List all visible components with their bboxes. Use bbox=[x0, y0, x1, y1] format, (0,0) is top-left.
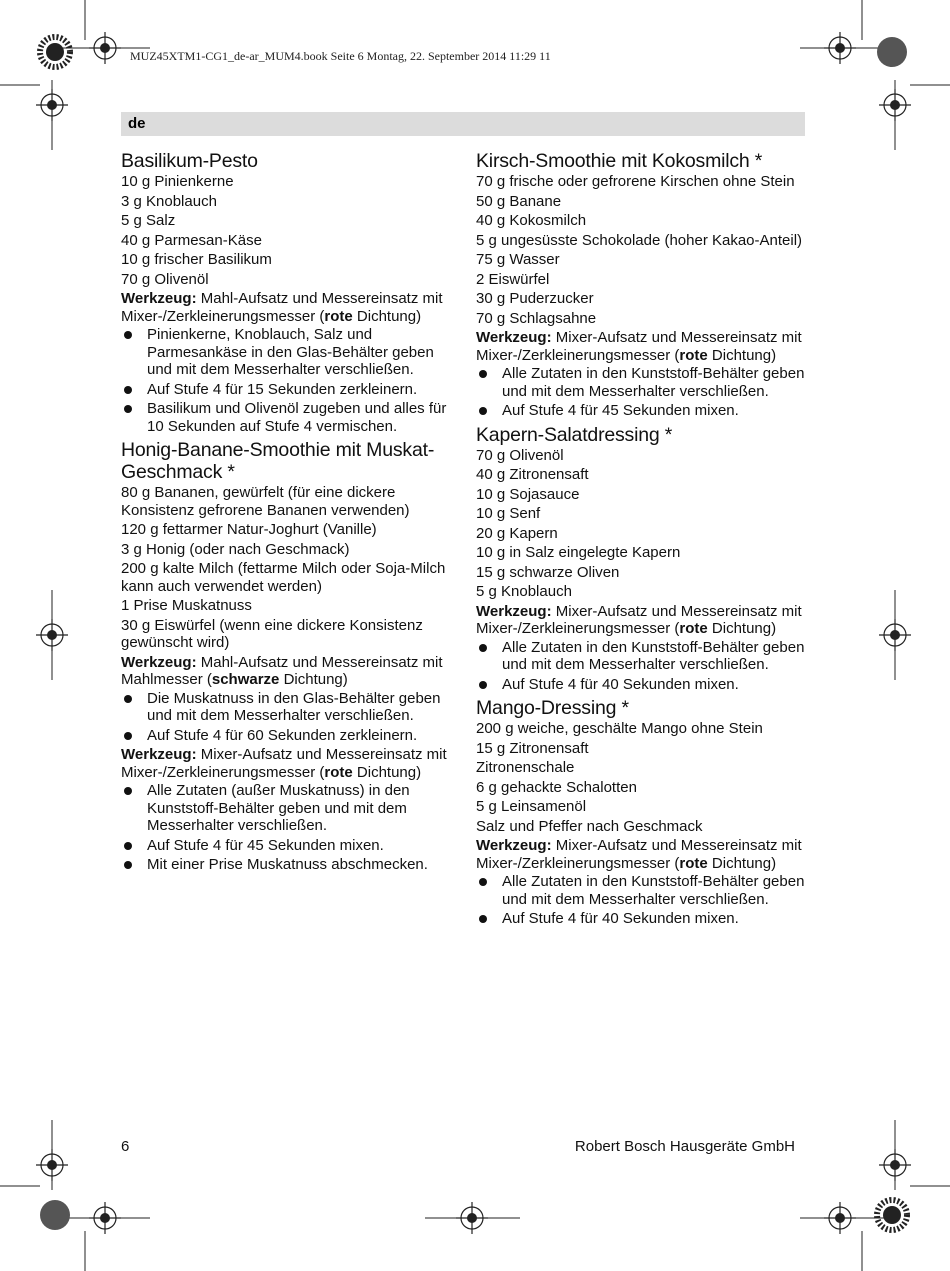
ingredient-item: 40 g Kokosmilch bbox=[476, 212, 587, 229]
print-info-line: MUZ45XTM1-CG1_de-ar_MUM4.book Seite 6 Montag, 22. September 2014 11:29 11 bbox=[130, 49, 551, 63]
seal-color: rote bbox=[324, 763, 353, 781]
ingredient-item: 5 g Salz bbox=[121, 212, 176, 229]
ingredient-item: 30 g Puderzucker bbox=[476, 290, 594, 307]
seal-color: rote bbox=[679, 620, 708, 637]
recipe-section bbox=[476, 150, 808, 420]
tool-text: Mixer-Aufsatz und Messereinsatz mit Mixer-/Zerkleinerungsmesser ( bbox=[476, 602, 802, 637]
tool-label: Werkzeug: bbox=[121, 746, 197, 763]
step-list bbox=[476, 639, 808, 694]
recipe-title: Basilikum-Pesto bbox=[121, 150, 258, 172]
step-item: Auf Stufe 4 für 45 Sekunden mixen. bbox=[476, 402, 808, 420]
recipe-section bbox=[121, 150, 453, 435]
seal-color: schwarze bbox=[211, 671, 280, 688]
tool-text-end: Dichtung) bbox=[352, 307, 422, 325]
ingredient-item: 2 Eiswürfel bbox=[476, 270, 550, 288]
ingredient-item: 70 g Olivenöl bbox=[476, 446, 564, 464]
ingredient-item: 40 g Parmesan-Käse bbox=[121, 231, 262, 249]
ingredient-item: 10 g frischer Basilikum bbox=[121, 251, 272, 268]
tool-label: Werkzeug: bbox=[121, 653, 197, 671]
tool-note bbox=[476, 329, 808, 364]
ingredient-item: 20 g Kapern bbox=[476, 524, 558, 542]
step-item: Auf Stufe 4 für 45 Sekunden mixen. bbox=[121, 837, 453, 855]
step-item: Alle Zutaten in den Kunststoff-Behälter geben und mit dem Messerhalter verschließen. bbox=[476, 365, 808, 400]
ingredient-item: 5 g ungesüsste Schokolade (hoher Kakao-Anteil) bbox=[476, 231, 803, 249]
tool-text: Mixer-Aufsatz und Messereinsatz mit Mixer-/Zerkleinerungsmesser ( bbox=[121, 746, 447, 781]
recipe-title: Mango-Dressing * bbox=[476, 697, 629, 719]
step-item: Basilikum und Olivenöl zugeben und alles für 10 Sekunden auf Stufe 4 vermischen. bbox=[121, 400, 453, 435]
step-list bbox=[121, 782, 453, 874]
tool-text: Mixer-Aufsatz und Messereinsatz mit Mixer-/Zerkleinerungsmesser ( bbox=[476, 837, 802, 872]
step-item: Pinienkerne, Knoblauch, Salz und Parmesankäse in den Glas-Behälter geben und mit dem Messerhalter verschließen. bbox=[121, 326, 453, 379]
step-item: Mit einer Prise Muskatnuss abschmecken. bbox=[121, 856, 453, 874]
ingredient-item: 5 g Leinsamenöl bbox=[476, 798, 587, 815]
tool-note bbox=[476, 837, 808, 872]
seal-color: rote bbox=[324, 307, 353, 325]
step-item: Auf Stufe 4 für 40 Sekunden mixen. bbox=[476, 676, 808, 694]
ingredient-item: 3 g Knoblauch bbox=[121, 192, 217, 210]
step-item: Auf Stufe 4 für 40 Sekunden mixen. bbox=[476, 910, 808, 928]
ingredient-item: 120 g fettarmer Natur-Joghurt (Vanille) bbox=[121, 521, 377, 538]
tool-note bbox=[121, 746, 453, 781]
tool-note bbox=[121, 654, 453, 689]
ingredient-item: 15 g schwarze Oliven bbox=[476, 563, 620, 581]
recipe-section bbox=[476, 697, 808, 928]
ingredient-item: 200 g weiche, geschälte Mango ohne Stein bbox=[476, 720, 763, 737]
ingredient-item: 15 g Zitronensaft bbox=[476, 739, 589, 757]
tool-text: Mixer-Aufsatz und Messereinsatz mit Mixer-/Zerkleinerungsmesser ( bbox=[476, 329, 802, 364]
right-column bbox=[476, 150, 808, 932]
step-list bbox=[476, 873, 808, 928]
ingredient-item: 200 g kalte Milch (fettarme Milch oder Soja-Milch kann auch verwendet werden) bbox=[121, 560, 446, 595]
seal-color: rote bbox=[679, 854, 708, 872]
tool-label: Werkzeug: bbox=[121, 290, 197, 307]
tool-label: Werkzeug: bbox=[476, 837, 552, 854]
ingredient-item: 70 g Schlagsahne bbox=[476, 309, 597, 327]
recipe-title: Kapern-Salatdressing * bbox=[476, 423, 673, 446]
ingredient-item: 10 g Senf bbox=[476, 505, 541, 522]
ingredient-item: 6 g gehackte Schalotten bbox=[476, 778, 637, 796]
step-item: Auf Stufe 4 für 60 Sekunden zerkleinern. bbox=[121, 727, 453, 745]
language-bar bbox=[121, 112, 805, 136]
ingredient-item: 10 g in Salz eingelegte Kapern bbox=[476, 544, 681, 561]
left-column bbox=[121, 150, 453, 878]
ingredient-item: 70 g Olivenöl bbox=[121, 270, 209, 288]
ingredient-item: 30 g Eiswürfel (wenn eine dickere Konsistenz gewünscht wird) bbox=[121, 616, 423, 651]
ingredient-item: 70 g frische oder gefrorene Kirschen ohne Stein bbox=[476, 173, 795, 190]
recipe-section bbox=[476, 424, 808, 694]
tool-text-end: Dichtung) bbox=[352, 763, 422, 781]
ingredient-item: 10 g Sojasauce bbox=[476, 485, 580, 503]
ingredient-item: 50 g Banane bbox=[476, 192, 562, 210]
tool-text-end: Dichtung) bbox=[279, 671, 348, 688]
tool-text: Mahl-Aufsatz und Messereinsatz mit Mahlmesser ( bbox=[121, 653, 443, 688]
step-item: Auf Stufe 4 für 15 Sekunden zerkleinern. bbox=[121, 381, 453, 399]
tool-text-end: Dichtung) bbox=[707, 854, 777, 872]
recipe-section bbox=[121, 439, 453, 874]
page-number: 6 bbox=[121, 1138, 130, 1155]
ingredient-item: 3 g Honig (oder nach Geschmack) bbox=[121, 540, 350, 558]
recipe-title: Honig-Banane-Smoothie mit Muskat-Geschmack * bbox=[121, 439, 435, 483]
recipe-title: Kirsch-Smoothie mit Kokosmilch * bbox=[476, 150, 763, 172]
ingredient-item: 75 g Wasser bbox=[476, 251, 560, 268]
tool-note bbox=[476, 603, 808, 638]
tool-text: Mahl-Aufsatz und Messereinsatz mit Mixer-/Zerkleinerungsmesser ( bbox=[121, 290, 443, 325]
tool-text-end: Dichtung) bbox=[707, 346, 777, 364]
step-item: Alle Zutaten in den Kunststoff-Behälter geben und mit dem Messerhalter verschließen. bbox=[476, 639, 808, 674]
ingredient-item: 80 g Bananen, gewürfelt (für eine dickere Konsistenz gefrorene Bananen verwenden) bbox=[121, 484, 410, 519]
step-list bbox=[476, 365, 808, 420]
ingredient-item: 5 g Knoblauch bbox=[476, 583, 572, 600]
company-name: Robert Bosch Hausgeräte GmbH bbox=[574, 1138, 795, 1155]
ingredient-item: Salz und Pfeffer nach Geschmack bbox=[476, 817, 703, 835]
seal-color: rote bbox=[679, 346, 708, 364]
step-item: Alle Zutaten in den Kunststoff-Behälter geben und mit dem Messerhalter verschließen. bbox=[476, 873, 808, 908]
step-list bbox=[121, 690, 453, 745]
tool-label: Werkzeug: bbox=[476, 329, 552, 346]
ingredient-item: 40 g Zitronensaft bbox=[476, 466, 589, 483]
ingredient-item: Zitronenschale bbox=[476, 759, 575, 776]
tool-text-end: Dichtung) bbox=[707, 620, 777, 637]
ingredient-item: 1 Prise Muskatnuss bbox=[121, 597, 252, 614]
ingredient-item: 10 g Pinienkerne bbox=[121, 173, 234, 190]
tool-note bbox=[121, 290, 453, 325]
language-code: de bbox=[128, 115, 146, 132]
step-list bbox=[121, 326, 453, 435]
step-item: Die Muskatnuss in den Glas-Behälter geben und mit dem Messerhalter verschließen. bbox=[121, 690, 453, 725]
tool-label: Werkzeug: bbox=[476, 602, 552, 620]
step-item: Alle Zutaten (außer Muskatnuss) in den Kunststoff-Behälter geben und mit dem Messerhalter verschließen. bbox=[121, 782, 453, 835]
